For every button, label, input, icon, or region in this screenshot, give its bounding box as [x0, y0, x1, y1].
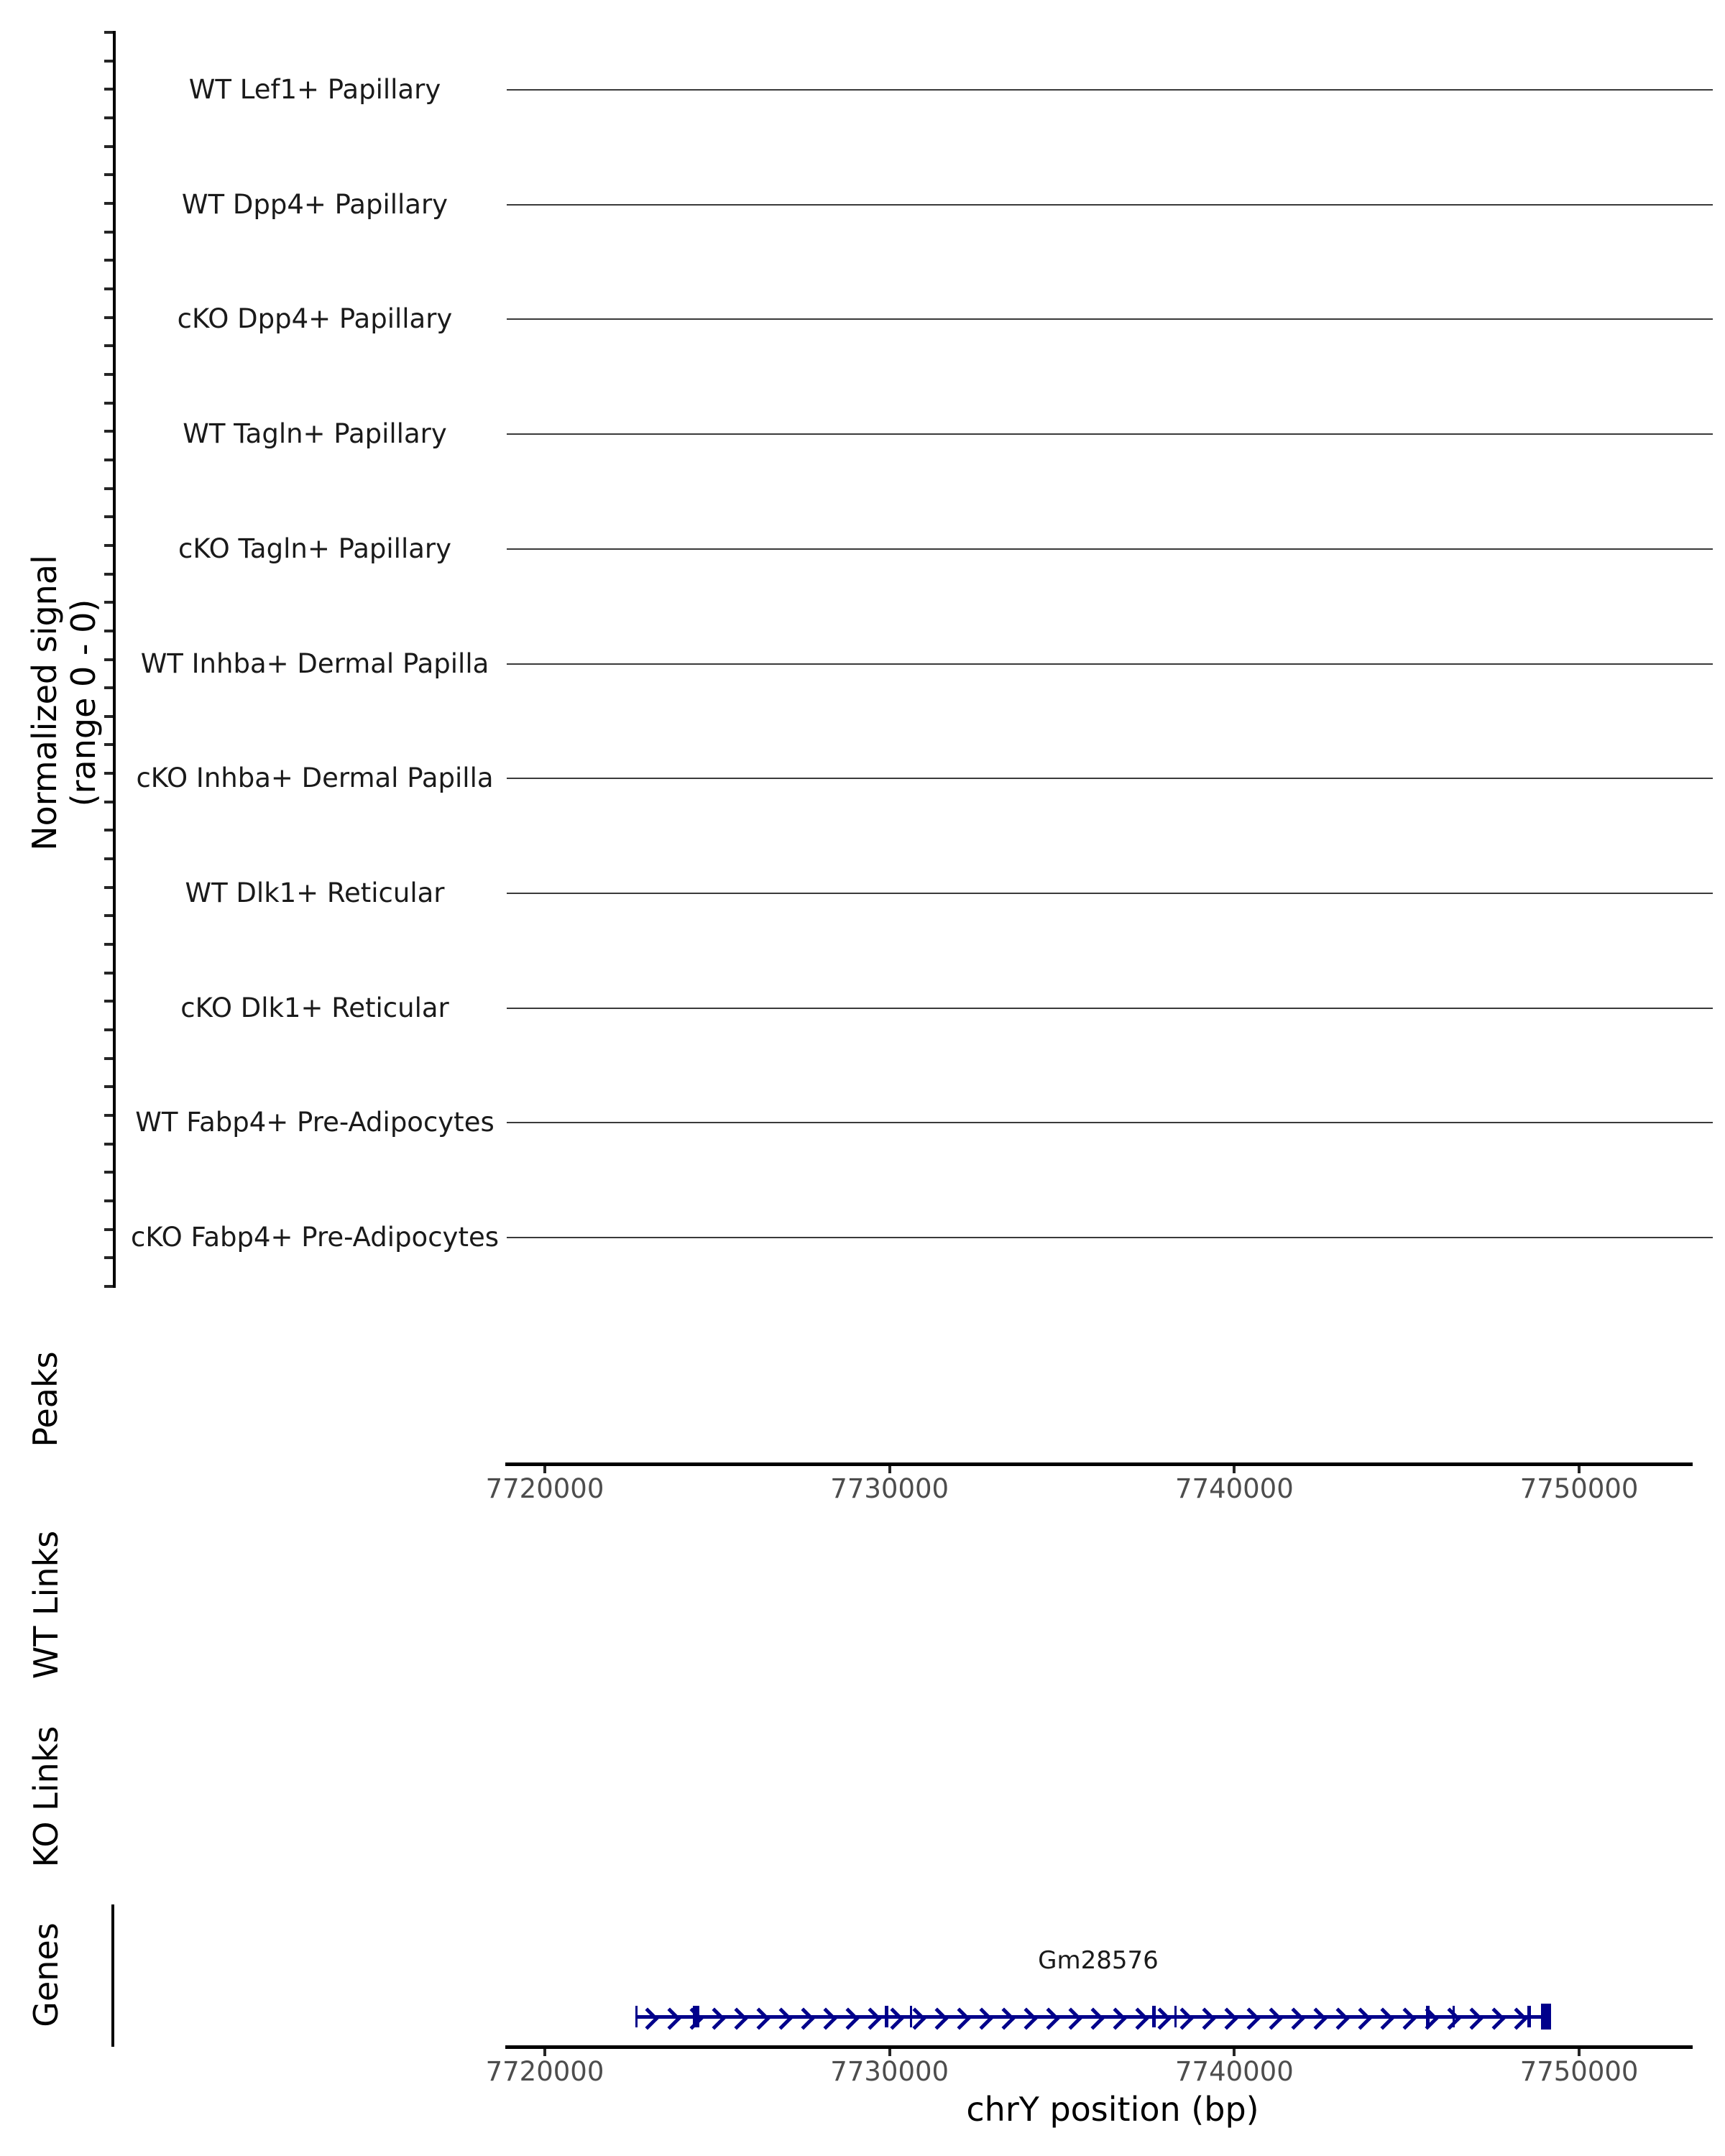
gene-name-label: Gm28576: [1038, 1946, 1159, 1975]
signal-axis-title-line1: Normalized signal: [25, 555, 64, 851]
genome-axis-tick: [1578, 2049, 1581, 2056]
signal-y-axis-tick: [104, 801, 113, 803]
track-strip-label: WT Lef1+ Papillary: [188, 74, 441, 105]
genome-axis-tick-label: 7740000: [1174, 1473, 1294, 1504]
signal-y-axis-tick: [104, 515, 113, 518]
track-strip-label: WT Inhba+ Dermal Papilla: [140, 648, 489, 679]
signal-y-axis-tick: [104, 259, 113, 262]
track-coverage-line: [507, 1237, 1713, 1238]
genome-axis-line: [505, 1462, 1693, 1466]
gene-strand-arrow: [1215, 2007, 1238, 2030]
genome-axis-tick: [1233, 2049, 1236, 2056]
gene-exon-mark: [1152, 2006, 1156, 2027]
genome-axis-tick: [543, 2049, 546, 2056]
signal-y-axis-tick: [104, 1057, 113, 1060]
genome-axis-tick-label: 7720000: [485, 1473, 604, 1504]
x-axis-title: chrY position (bp): [966, 2090, 1259, 2129]
signal-y-axis-tick: [104, 1199, 113, 1202]
gene-strand-arrow: [725, 2007, 748, 2030]
genome-axis-tick-label: 7730000: [830, 1473, 949, 1504]
gene-strand-arrow: [837, 2007, 859, 2030]
gene-strand-arrow: [1238, 2007, 1260, 2030]
track-coverage-line: [507, 548, 1713, 550]
gene-strand-arrow: [1037, 2007, 1059, 2030]
gene-strand-arrow: [748, 2007, 770, 2030]
genes-axis-title: Genes: [27, 1922, 65, 2027]
signal-y-axis-tick: [104, 857, 113, 860]
signal-axis-title-line2: (range 0 - 0): [64, 599, 103, 807]
gene-strand-arrow: [903, 2007, 926, 2030]
signal-y-axis-tick: [104, 1028, 113, 1031]
signal-y-axis-tick: [104, 145, 113, 148]
gene-strand-arrow: [859, 2007, 881, 2030]
gene-exon-mark: [1174, 2006, 1177, 2027]
track-strip-label: cKO Tagln+ Papillary: [178, 533, 452, 564]
gene-strand-arrow: [1126, 2007, 1149, 2030]
track-coverage-line: [507, 893, 1713, 894]
track-coverage-line: [507, 1122, 1713, 1123]
track-strip-label: cKO Fabp4+ Pre-Adipocytes: [130, 1222, 499, 1253]
peaks-axis-title: Peaks: [26, 1351, 65, 1447]
signal-y-axis-tick: [104, 972, 113, 975]
genes-panel-bracket: [111, 1904, 114, 2047]
track-coverage-line: [507, 318, 1713, 320]
signal-y-axis-tick: [104, 715, 113, 718]
gene-strand-arrow: [1104, 2007, 1126, 2030]
track-coverage-line: [507, 663, 1713, 665]
genome-axis-tick: [888, 1466, 891, 1473]
gene-strand-arrow: [1059, 2007, 1082, 2030]
signal-y-axis-tick: [104, 173, 113, 176]
track-coverage-line: [507, 1008, 1713, 1009]
gene-strand-arrow: [1371, 2007, 1394, 2030]
gene-strand-arrow: [1260, 2007, 1282, 2030]
genome-axis-tick-label: 7750000: [1519, 1473, 1639, 1504]
gene-strand-arrow: [1438, 2007, 1460, 2030]
signal-y-axis-tick: [104, 1085, 113, 1088]
gene-strand-arrow: [703, 2007, 725, 2030]
signal-y-axis-tick: [104, 914, 113, 917]
genome-axis-tick: [888, 2049, 891, 2056]
gene-strand-arrow: [1327, 2007, 1349, 2030]
gene-strand-arrow: [770, 2007, 792, 2030]
gene-exon-mark: [1426, 2006, 1430, 2027]
gene-strand-arrow: [1505, 2007, 1527, 2030]
track-coverage-line: [507, 204, 1713, 206]
track-strip-label: WT Tagln+ Papillary: [183, 418, 447, 450]
signal-y-axis-tick: [104, 630, 113, 632]
signal-y-axis-tick: [104, 459, 113, 461]
signal-y-axis-tick: [104, 1143, 113, 1146]
track-coverage-line: [507, 89, 1713, 91]
signal-y-axis-tick: [104, 943, 113, 946]
gene-strand-arrow: [1483, 2007, 1505, 2030]
signal-y-axis-tick: [104, 116, 113, 119]
signal-y-axis-tick: [104, 60, 113, 63]
signal-y-axis-tick: [104, 686, 113, 689]
signal-axis-title: [25, 555, 103, 851]
genome-axis-tick: [1578, 1466, 1581, 1473]
gene-strand-arrow: [792, 2007, 814, 2030]
gene-strand-arrow: [1349, 2007, 1371, 2030]
track-strip-label: cKO Inhba+ Dermal Papilla: [136, 763, 494, 794]
track-strip-label: WT Dlk1+ Reticular: [185, 877, 445, 908]
genome-axis-tick-label: 7750000: [1519, 2056, 1639, 2087]
gene-strand-arrow: [1282, 2007, 1305, 2030]
ko-links-axis-title: KO Links: [27, 1726, 65, 1868]
gene-exon-mark: [910, 2006, 912, 2027]
signal-y-axis-tick: [104, 287, 113, 290]
genome-axis-line: [505, 2045, 1693, 2049]
gene-strand-arrow: [1394, 2007, 1416, 2030]
signal-y-axis-tick: [104, 743, 113, 746]
signal-y-axis-tick: [104, 344, 113, 347]
gene-terminal-exon: [1541, 2004, 1551, 2030]
gene-strand-arrow: [1015, 2007, 1037, 2030]
track-strip-label: cKO Dpp4+ Papillary: [177, 303, 453, 335]
genome-axis-tick-label: 7730000: [830, 2056, 949, 2087]
gene-strand-arrow: [948, 2007, 970, 2030]
wt-links-axis-title: WT Links: [27, 1530, 65, 1680]
gene-strand-arrow: [1305, 2007, 1327, 2030]
gene-strand-arrow: [970, 2007, 993, 2030]
signal-y-axis-tick: [104, 1171, 113, 1174]
gene-strand-arrow: [993, 2007, 1015, 2030]
genome-axis-tick-label: 7740000: [1174, 2056, 1294, 2087]
genome-axis-tick: [543, 1466, 546, 1473]
gene-exon-mark: [885, 2006, 888, 2027]
gene-strand-arrow: [814, 2007, 837, 2030]
track-strip-label: cKO Dlk1+ Reticular: [180, 992, 449, 1023]
gene-strand-arrow: [1082, 2007, 1104, 2030]
signal-y-axis-tick: [104, 373, 113, 376]
track-strip-label: WT Dpp4+ Papillary: [181, 188, 448, 220]
gene-exon-mark: [635, 2006, 638, 2027]
genome-axis-tick-label: 7720000: [485, 2056, 604, 2087]
gene-strand-arrow: [1193, 2007, 1215, 2030]
gene-strand-arrow: [636, 2007, 658, 2030]
track-coverage-line: [507, 433, 1713, 435]
signal-y-axis-tick: [104, 573, 113, 576]
gene-strand-arrow: [1460, 2007, 1483, 2030]
signal-y-axis-tick: [104, 1285, 113, 1288]
gene-exon-mark: [1527, 2006, 1531, 2027]
gene-strand-arrow: [926, 2007, 948, 2030]
gene-exon-mark: [693, 2006, 699, 2027]
signal-y-axis-tick: [104, 829, 113, 831]
signal-y-axis-tick: [104, 402, 113, 405]
gene-strand-arrow: [658, 2007, 681, 2030]
gene-exon-mark: [1453, 2006, 1455, 2027]
signal-y-axis-tick: [104, 487, 113, 490]
signal-y-axis-tick: [104, 31, 113, 34]
track-coverage-line: [507, 778, 1713, 779]
genome-axis-tick: [1233, 1466, 1236, 1473]
signal-y-axis-tick: [104, 231, 113, 234]
track-strip-label: WT Fabp4+ Pre-Adipocytes: [135, 1107, 494, 1138]
signal-y-axis-tick: [104, 601, 113, 604]
